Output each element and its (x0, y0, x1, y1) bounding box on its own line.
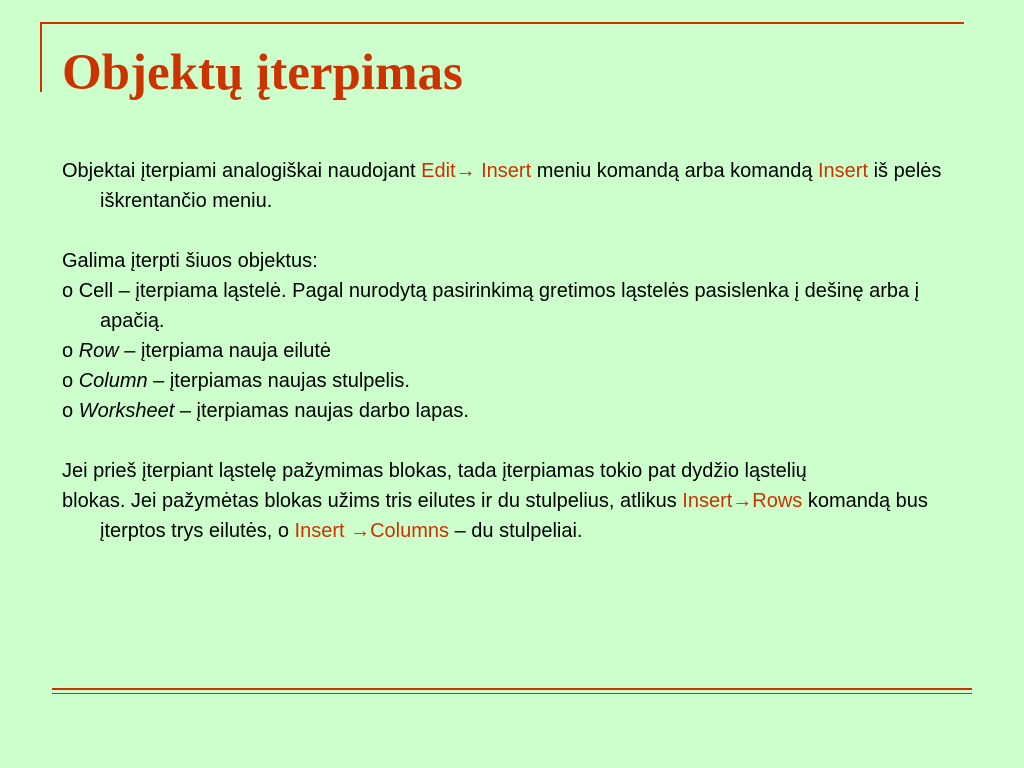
bottom-decorative-line (52, 688, 972, 690)
block-text-1: blokas. Jei pažymėtas blokas užims tris eilutes ir du stulpelius, atlikus (62, 490, 683, 512)
slide-title: Objektų įterpimas (62, 45, 463, 101)
top-decorative-line (40, 22, 964, 24)
block-text-3: – du stulpeliai. (449, 520, 583, 542)
bottom-decorative-line-thin (52, 693, 972, 694)
list-item-worksheet (62, 396, 962, 426)
item-desc: – įterpiama nauja eilutė (118, 340, 332, 362)
item-term: Worksheet (78, 400, 175, 422)
item-term: Cell (78, 280, 114, 302)
list-item-column (62, 366, 962, 396)
block-text-2: komandą bus įterptos trys eilutės, o (100, 490, 928, 542)
intro-text-1: Objektai įterpiami analogiškai naudojant (62, 160, 422, 182)
intro-paragraph (62, 156, 962, 216)
intro-text-3: iš pelės iškrentančio meniu. (100, 160, 942, 212)
edit-insert-menu-ref: Edit→ Insert (421, 160, 532, 182)
item-desc: – įterpiama ląstelė. Pagal nurodytą pasirinkimą gretimos ląstelės pasislenka į dešinę arba į apačią. (100, 280, 920, 332)
intro-text-2: meniu komandą arba komandą (531, 160, 818, 182)
block-paragraph-line2 (62, 486, 962, 546)
list-item-cell (62, 276, 962, 336)
bullet: o (62, 280, 79, 302)
insert-columns-ref: Insert →Columns (294, 520, 450, 542)
spacer (62, 426, 962, 456)
block-paragraph-line1: Jei prieš įterpiant ląstelę pažymimas blokas, tada įterpiamas tokio pat dydžio ląstelių (62, 460, 807, 482)
slide-body (62, 156, 962, 546)
list-item-row (62, 336, 962, 366)
bullet: o (62, 370, 79, 392)
item-term: Column (78, 370, 148, 392)
item-term: Row (78, 340, 119, 362)
insert-rows-ref: Insert→Rows (682, 490, 803, 512)
objects-heading: Galima įterpti šiuos objektus: (62, 250, 318, 272)
left-decorative-line (40, 22, 42, 92)
bullet: o (62, 400, 79, 422)
item-desc: – įterpiamas naujas stulpelis. (147, 370, 410, 392)
spacer (62, 216, 962, 246)
item-desc: – įterpiamas naujas darbo lapas. (174, 400, 469, 422)
bullet: o (62, 340, 79, 362)
insert-menu-ref: Insert (818, 160, 869, 182)
